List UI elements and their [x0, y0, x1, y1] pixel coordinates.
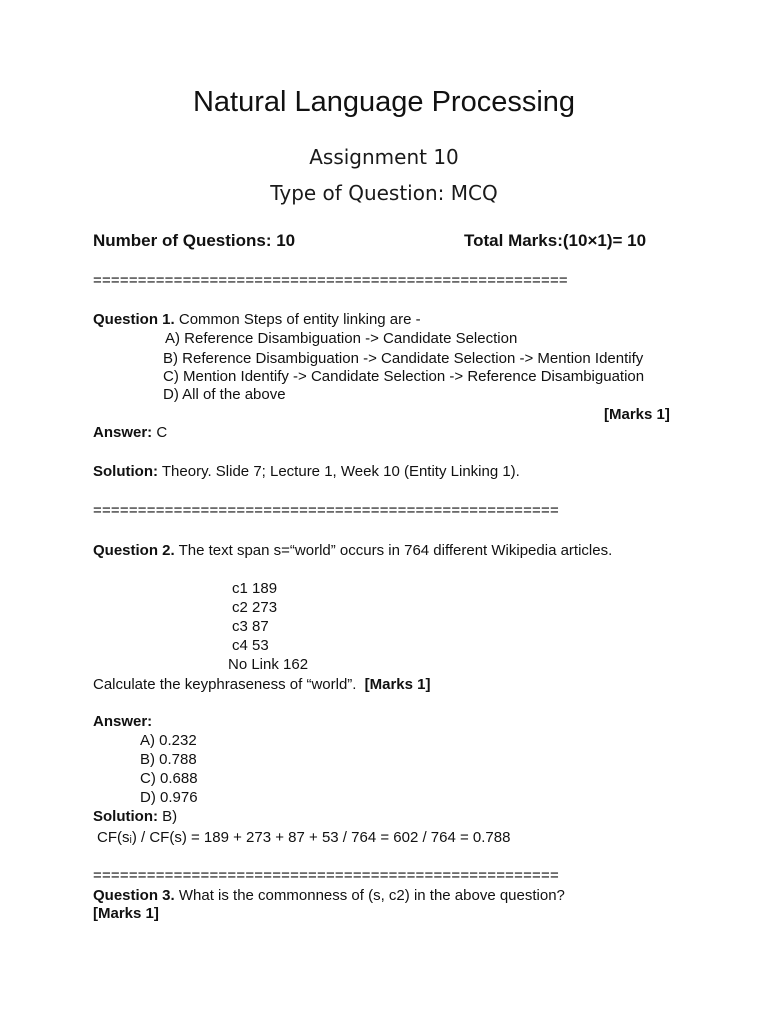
question-1-label: Question 1.: [93, 311, 175, 328]
count-c2: c2 273: [232, 599, 278, 616]
question-1-solution: [93, 463, 520, 480]
answer-value: C: [156, 424, 168, 441]
solution-label: Solution:: [93, 808, 158, 825]
question-1-marks: [Marks 1]: [604, 406, 670, 423]
question-2: [93, 542, 612, 559]
solution-text: Theory. Slide 7; Lecture 1, Week 10 (Entity Linking 1).: [161, 463, 520, 480]
question-2-answer-label: Answer:: [93, 713, 153, 730]
count-c1: c1 189: [232, 580, 278, 597]
count-c4: c4 53: [232, 637, 269, 654]
page-title: Natural Language Processing: [192, 86, 576, 118]
question-type: Type of Question: MCQ: [270, 181, 498, 205]
question-3-marks: [Marks 1]: [93, 905, 159, 922]
question-1-option-d: D) All of the above: [163, 386, 286, 403]
question-3: [93, 887, 565, 904]
question-2-option-b: B) 0.788: [140, 751, 197, 768]
question-2-option-c: C) 0.688: [140, 770, 198, 787]
question-2-marks: [Marks 1]: [364, 676, 431, 693]
solution-label: Solution:: [93, 463, 158, 480]
question-2-label: Question 2.: [93, 542, 175, 559]
question-1-text: Common Steps of entity linking are -: [178, 311, 421, 328]
question-2-prompt: [93, 676, 431, 693]
total-marks: Total Marks:(10×1)= 10: [464, 231, 647, 250]
question-2-option-a: A) 0.232: [140, 732, 197, 749]
assignment-number: Assignment 10: [309, 145, 459, 169]
number-of-questions: Number of Questions: 10: [93, 231, 296, 250]
answer-label: Answer:: [93, 424, 153, 441]
question-2-formula: CF(sᵢ) / CF(s) = 189 + 273 + 87 + 53 / 764 = 602 / 764 = 0.788: [97, 829, 511, 846]
question-2-text: The text span s=“world” occurs in 764 different Wikipedia articles.: [178, 542, 613, 559]
prompt-text: Calculate the keyphraseness of “world”.: [93, 676, 357, 693]
question-1-option-a: A) Reference Disambiguation -> Candidate Selection: [165, 330, 518, 347]
question-3-label: Question 3.: [93, 887, 175, 904]
question-1-option-b: B) Reference Disambiguation -> Candidate Selection -> Mention Identify: [163, 350, 644, 367]
question-2-solution: [93, 808, 177, 825]
question-1-answer: [93, 424, 167, 441]
count-no-link: No Link 162: [228, 656, 309, 673]
separator: =====================================================: [93, 272, 568, 289]
solution-text: B): [162, 808, 178, 825]
question-1-option-c: C) Mention Identify -> Candidate Selection -> Reference Disambiguation: [163, 368, 645, 385]
question-1: [93, 311, 421, 328]
separator: ====================================================: [93, 867, 559, 884]
question-2-option-d: D) 0.976: [140, 789, 198, 806]
question-3-text: What is the commonness of (s, c2) in the above question?: [178, 887, 565, 904]
separator: ====================================================: [93, 502, 559, 519]
count-c3: c3 87: [232, 618, 269, 635]
